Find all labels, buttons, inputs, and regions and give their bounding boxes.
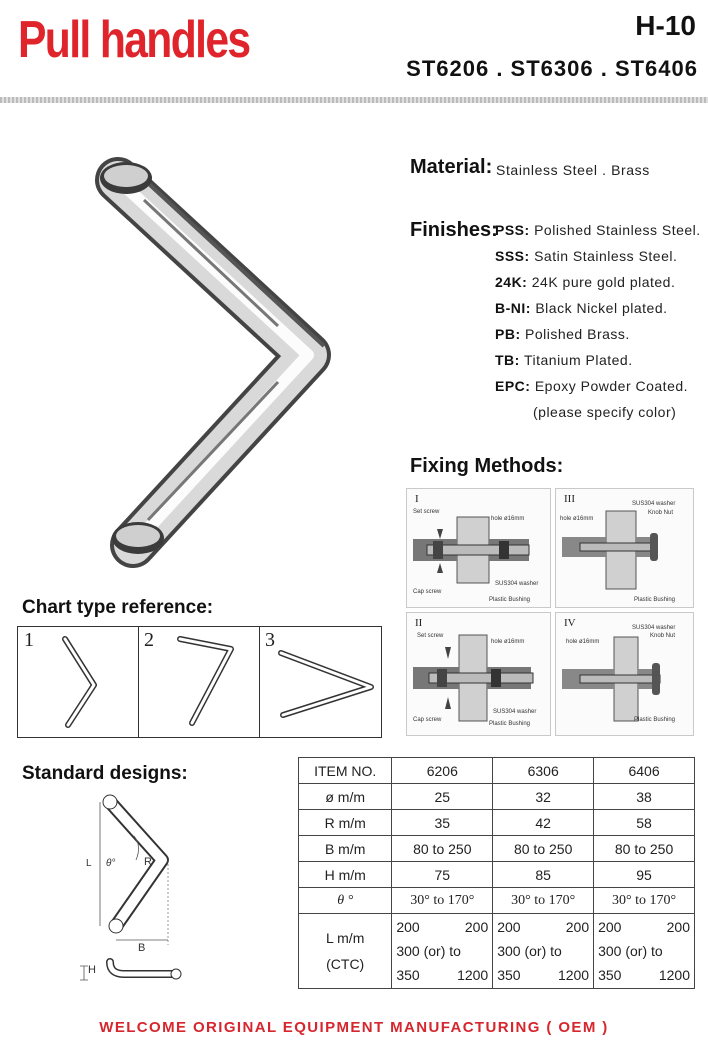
finish-note: (please specify color) [533,404,677,420]
table-cell: 80 to 250 [392,836,493,862]
chart-type-shape [18,627,138,737]
finish-item: B-NI: Black Nickel plated. [495,300,668,316]
l-value: (or) [625,943,648,959]
l-value: 200 [464,919,489,935]
l-value: 300 [598,943,622,959]
panel-numeral: III [564,493,575,505]
l-value: (or) [423,943,446,959]
diagram-label: SUS304 washer [495,581,539,587]
diagram-label: SUS304 washer [493,709,537,715]
table-cell: 30° to 170° [392,888,493,914]
chart-type-reference-label: Chart type reference: [22,597,214,618]
table-cell: θ ° [299,888,392,914]
table-cell: 30° to 170° [493,888,594,914]
table-cell: 35 [392,810,493,836]
diagram-label: Cap screw [413,717,442,723]
page-title: Pull handles [18,11,250,69]
table-cell [299,914,392,989]
dim-label-h: H [88,964,96,976]
table-row [299,810,695,836]
fixing-methods-label: Fixing Methods: [410,455,564,477]
table-cell: B m/m [299,836,392,862]
chart-type-number: 3 [265,629,275,651]
table-cell: 80 to 250 [493,836,594,862]
l-value: 200 [396,919,420,935]
table-header-cell: 6206 [392,758,493,784]
chart-type-shape [138,627,259,737]
l-value: 350 [598,967,622,983]
panel-numeral: I [415,493,419,505]
chart-type-2 [138,627,260,737]
diagram-label: hole ø16mm [491,516,525,522]
chart-type-1 [18,627,139,737]
l-value: to [550,943,562,959]
chart-type-number: 2 [144,629,154,651]
l-value: 200 [666,919,690,935]
table-header-row [299,758,695,784]
fixing-panel-3 [555,488,694,608]
table-cell: R m/m [299,810,392,836]
table-cell: 25 [392,784,493,810]
diagram-label: hole ø16mm [566,639,600,645]
dim-label-theta: θ° [106,858,116,869]
standard-design-drawing [80,790,200,990]
table-cell: H m/m [299,862,392,888]
table-row [299,836,695,862]
fixing-panel-4 [555,612,694,736]
l-value: 300 [396,943,420,959]
chart-type-number: 1 [24,629,34,651]
l-value: 200 [497,919,521,935]
table-cell: 42 [493,810,594,836]
dim-label-r: R [144,856,152,868]
chart-type-shape [259,627,381,737]
finish-item: PSS: Polished Stainless Steel. [495,222,701,238]
table-cell: 75 [392,862,493,888]
chart-type-reference-box [17,626,382,738]
finish-item: TB: Titanium Plated. [495,352,633,368]
dim-label-b: B [138,942,146,954]
table-cell: 30° to 170° [594,888,695,914]
diagram-label: hole ø16mm [491,639,525,645]
table-cell [594,914,695,989]
diagram-label: Plastic Bushing [634,597,676,603]
ctc-label: (CTC) [326,956,365,972]
table-row [299,862,695,888]
l-value: 1200 [457,967,489,983]
panel-numeral: II [415,617,423,629]
finish-item: EPC: Epoxy Powder Coated. [495,378,689,394]
l-value: 1200 [557,967,590,983]
l-value: 1200 [658,967,690,983]
material-label: Material: [410,156,493,178]
product-photo [78,150,358,590]
l-value: 200 [565,919,590,935]
finishes-label: Finishes: [410,219,498,241]
standard-designs-label: Standard designs: [22,763,188,784]
diagram-label: Plastic Bushing [634,717,676,723]
table-header-cell: ITEM NO. [299,758,392,784]
diagram-label: Plastic Bushing [489,721,531,727]
table-cell [392,914,493,989]
finish-item: 24K: 24K pure gold plated. [495,274,676,290]
diagram-label: Knob Nut [650,633,676,639]
finish-item: PB: Polished Brass. [495,326,630,342]
table-header-cell: 6306 [493,758,594,784]
oem-footer: WELCOME ORIGINAL EQUIPMENT MANUFACTURING ( OEM ) [99,1019,609,1036]
dim-label-l: L [86,858,92,869]
diagram-label: Set screw [413,509,440,515]
table-cell: 85 [493,862,594,888]
l-value: 350 [396,967,420,983]
material-value: Stainless Steel . Brass [496,162,650,178]
fixing-panel-2 [406,612,551,736]
l-label: L m/m [325,930,365,946]
diagram-label: Knob Nut [648,510,674,516]
table-header-cell: 6406 [594,758,695,784]
panel-numeral: IV [564,617,576,629]
l-value: 350 [497,967,521,983]
table-cell: 95 [594,862,695,888]
diagram-label: Cap screw [413,589,442,595]
table-cell: 58 [594,810,695,836]
table-row [299,914,695,989]
table-cell: 80 to 250 [594,836,695,862]
diagram-label: hole ø16mm [560,516,594,522]
table-cell [493,914,594,989]
finish-item: SSS: Satin Stainless Steel. [495,248,678,264]
header-divider [0,97,708,103]
l-value: 300 [497,943,521,959]
chart-type-3 [259,627,381,737]
product-code: H-10 [635,10,696,41]
spec-table [298,757,695,989]
l-value: to [449,943,461,959]
table-row [299,784,695,810]
table-cell: 32 [493,784,594,810]
diagram-label: Plastic Bushing [489,597,531,603]
diagram-label: Set screw [417,633,444,639]
fixing-panel-1 [406,488,551,608]
l-value: 200 [598,919,622,935]
diagram-label: SUS304 washer [632,501,676,507]
table-cell: ø m/m [299,784,392,810]
table-cell: 38 [594,784,695,810]
l-value: (or) [524,943,547,959]
l-value: to [651,943,663,959]
diagram-label: SUS304 washer [632,625,676,631]
model-numbers: ST6206 . ST6306 . ST6406 [406,56,698,81]
table-row [299,888,695,914]
